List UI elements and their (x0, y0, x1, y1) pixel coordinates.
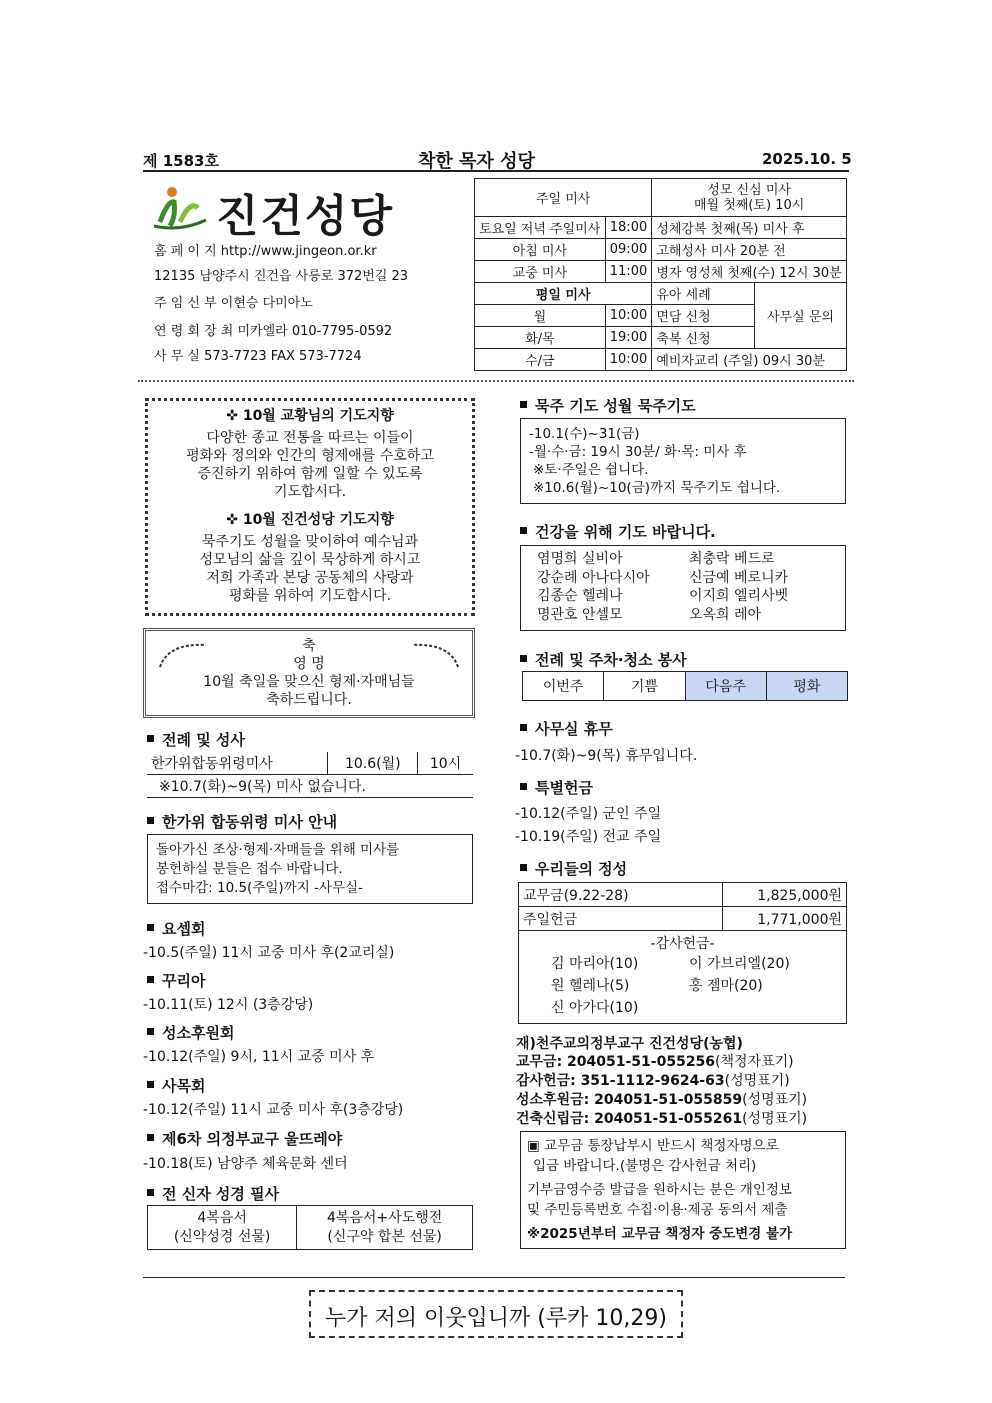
notice-line: ▣ 교무금 통장납부시 반드시 책정자명으로 (527, 1138, 779, 1154)
liturgy-section-title: 전례 및 성사 (147, 729, 245, 750)
pope-line: 기도합시다. (273, 484, 347, 500)
memorial-box (147, 834, 473, 904)
parish-office: 사 무 실 573-7723 FAX 573-7724 (154, 349, 362, 364)
table-row (475, 239, 847, 261)
special-offering-line: -10.19(주일) 전교 주일 (515, 829, 662, 845)
infant-baptism: 유아 세례 (652, 283, 755, 305)
parish-line: 성모님의 삶을 깊이 묵상하게 하시고 (199, 552, 421, 568)
table-row (523, 672, 848, 701)
table-row (148, 1206, 473, 1250)
weekday-name: 화/목 (475, 327, 606, 349)
table-row (147, 775, 473, 798)
notice-line: 입금 바랍니다.(불명은 감사헌금 처리) (533, 1158, 757, 1174)
feast-title-2: 영 명 (293, 656, 325, 672)
rosary-section-title: 묵주 기도 성월 묵주기도 (520, 395, 696, 416)
mass-name: 토요일 저녁 주일미사 (475, 217, 606, 239)
offering-name: 주일헌금 (519, 907, 723, 931)
pope-line: 증진하기 위하여 함께 일할 수 있도록 (197, 466, 423, 482)
footer-verse-box (309, 1290, 683, 1338)
notice-line: ※2025년부터 교무금 책정자 중도변경 불가 (527, 1226, 793, 1242)
mass-note: 성체강복 첫째(목) 미사 후 (652, 217, 847, 239)
saint-mass-sub: 매월 첫째(토) 10시 (694, 197, 805, 213)
health-col-2 (689, 550, 788, 624)
table-row (519, 883, 847, 907)
thanks-col-1 (551, 953, 638, 1019)
table-row (475, 283, 847, 305)
mass-name: 교중 미사 (475, 261, 606, 283)
liturgy-date: 10.6(월) (328, 752, 418, 775)
bank-account-line: 감사헌금: 351-1112-9624-63(성명표기) (516, 1073, 790, 1089)
parish-council: 연 령 회 장 최 미카엘라 010-7795-0592 (154, 324, 393, 339)
bible-section-title: 전 신자 성경 필사 (147, 1183, 279, 1204)
offering-table (518, 882, 847, 1024)
bible-option-2-gift: (신구약 합본 선물) (327, 1228, 442, 1245)
table-row (519, 907, 847, 931)
service-this-week-team: 기쁨 (604, 672, 685, 701)
parish-intention-title: ✜ 10월 진건성당 기도지향 (226, 512, 394, 528)
memorial-section-title: 한가위 합동위령 미사 안내 (147, 811, 337, 832)
service-table (522, 671, 848, 701)
liturgy-name: 한가위합동위령미사 (147, 752, 328, 775)
footer-verse: 누가 저의 이웃입니까 (루카 10,29) (325, 1306, 667, 1331)
health-col-1 (537, 550, 650, 624)
pope-intention-title: ✜ 10월 교황님의 기도지향 (226, 408, 394, 424)
special-offering-line: -10.12(주일) 군인 주일 (515, 806, 662, 822)
parish-logo-icon (150, 182, 210, 232)
mass-schedule-table (474, 178, 847, 371)
ornament-left-icon (158, 639, 208, 669)
notice-text-vocation: -10.12(주일) 9시, 11시 교중 미사 후 (143, 1049, 375, 1065)
notice-title-ultreya: 제6차 의정부교구 울뜨레야 (147, 1128, 342, 1149)
saint-mass-header (652, 179, 847, 217)
special-offering-title: 특별헌금 (520, 777, 593, 798)
offering-amount: 1,771,000원 (723, 907, 847, 931)
bank-header: 재)천주교의정부교구 진건성당(농협) (516, 1036, 743, 1052)
bible-option-1-gift: (신약성경 선물) (173, 1228, 271, 1245)
weekday-note: 축복 신청 (652, 327, 755, 349)
health-section-title: 건강을 위해 기도 바랍니다. (520, 521, 716, 542)
thanks-offering-cell (519, 931, 847, 1024)
newsletter-title: 착한 목자 성당 (418, 151, 535, 172)
section-divider (138, 380, 854, 382)
health-name: 김종순 헬레나 (537, 588, 623, 604)
rosary-line: ※10.6(월)~10(금)까지 묵주기도 쉽니다. (533, 480, 781, 496)
table-row (519, 931, 847, 1024)
rosary-line: -10.1(수)~31(금) (529, 426, 640, 442)
bible-option-1-title: 4복음서 (197, 1209, 247, 1226)
bank-accounts (516, 1053, 807, 1129)
memorial-line: 돌아가신 조상·형제·자매들을 위해 미사를 (156, 842, 400, 858)
liturgy-time: 10시 (418, 752, 473, 775)
liturgy-table (147, 752, 473, 798)
bank-account-line: 교무금: 204051-51-055256(책정자표기) (516, 1054, 794, 1070)
header-rule (143, 170, 849, 172)
notice-text-curia: -10.11(토) 12시 (3층강당) (143, 997, 314, 1013)
bible-option-1 (148, 1206, 297, 1250)
parish-line: 저희 가족과 본당 공동체의 사랑과 (206, 570, 414, 586)
parish-address: 12135 남양주시 진건읍 사릉로 372번길 23 (154, 269, 409, 284)
notice-line: 기부금영수증 발급을 원하시는 분은 개인정보 (527, 1182, 792, 1198)
weekday-mass-header: 평일 미사 (475, 283, 652, 305)
thanks-name: 홍 젬마(20) (689, 978, 763, 994)
office-closed-title: 사무실 휴무 (520, 718, 613, 739)
parish-name: 진건성당 (216, 191, 395, 242)
offering-name: 교무금(9.22-28) (519, 883, 723, 907)
notice-text-joseph: -10.5(주일) 11시 교중 미사 후(2교리실) (143, 945, 395, 961)
bank-account-line: 성소후원금: 204051-51-055859(성명표기) (516, 1092, 808, 1108)
table-row (475, 217, 847, 239)
notice-title-vocation: 성소후원회 (147, 1022, 234, 1043)
mass-note: 고해성사 미사 20분 전 (652, 239, 847, 261)
mass-name: 아침 미사 (475, 239, 606, 261)
health-name: 최충락 베드로 (689, 551, 775, 567)
thanks-col-2 (689, 953, 790, 997)
feast-line-1: 10월 축일을 맞으신 형제·자매님들 (203, 674, 415, 690)
footer-rule (143, 1277, 845, 1278)
bible-option-2 (297, 1206, 473, 1250)
liturgy-note: ※10.7(화)~9(목) 미사 없습니다. (147, 775, 473, 798)
bank-account-line: 건축신립금: 204051-51-055261(성명표기) (516, 1111, 808, 1127)
parish-line: 평화를 위하여 기도합시다. (228, 588, 392, 604)
notice-text-ultreya: -10.18(토) 남양주 체육문화 센터 (143, 1156, 348, 1172)
rosary-box (520, 418, 846, 504)
rosary-line: ※토·주일은 쉽니다. (533, 462, 649, 478)
thanks-name: 김 마리아(10) (551, 956, 639, 972)
mass-note: 병자 영성체 첫째(수) 12시 30분 (652, 261, 847, 283)
pope-line: 평화와 정의와 인간의 형제애를 수호하고 (186, 448, 434, 464)
thanks-name: 이 가브리엘(20) (689, 956, 790, 972)
bible-table (147, 1205, 473, 1250)
notice-title-curia: 꾸리아 (147, 970, 205, 991)
table-row (475, 349, 847, 371)
weekday-note: 예비자교리 (주일) 09시 30분 (652, 349, 847, 371)
offering-amount: 1,825,000원 (723, 883, 847, 907)
ornament-right-icon (410, 639, 460, 669)
memorial-line: 봉헌하실 분들은 접수 바랍니다. (156, 861, 343, 877)
weekday-time: 10:00 (605, 305, 652, 327)
weekday-name: 월 (475, 305, 606, 327)
saint-mass-title: 성모 신심 미사 (707, 182, 791, 198)
weekday-note: 면담 신청 (652, 305, 755, 327)
health-name: 오옥희 레아 (689, 606, 762, 623)
feast-title-1: 축 (302, 638, 316, 654)
thanks-name: 원 헬레나(5) (551, 978, 630, 994)
health-box (520, 545, 846, 631)
parish-intention-text (148, 533, 472, 605)
health-name: 명관호 안셀모 (537, 606, 623, 623)
mass-time: 11:00 (605, 261, 652, 283)
weekday-name: 수/금 (475, 349, 606, 371)
health-name: 염명희 실비아 (537, 551, 623, 567)
health-name: 강순례 아나다시아 (537, 569, 650, 586)
service-next-week-team: 평화 (766, 672, 847, 701)
thanks-offering-title: -감사헌금- (650, 936, 715, 952)
service-section-title: 전례 및 주차·청소 봉사 (520, 649, 687, 670)
parish-pastor: 주 임 신 부 이현승 다미아노 (154, 296, 313, 311)
prayer-intention-box (145, 398, 475, 616)
notice-line: 및 주민등록번호 수집·이용·제공 동의서 제출 (527, 1202, 788, 1218)
parish-homepage[interactable]: 홈 페 이 지 http://www.jingeon.or.kr (154, 244, 377, 259)
feast-day-box (143, 628, 475, 718)
issue-number: 제 1583호 (143, 152, 219, 170)
mass-time: 18:00 (605, 217, 652, 239)
mass-time: 09:00 (605, 239, 652, 261)
weekday-time: 19:00 (605, 327, 652, 349)
office-closed-text: -10.7(화)~9(목) 휴무입니다. (515, 748, 698, 764)
weekday-time: 10:00 (605, 349, 652, 371)
service-next-week-label: 다음주 (685, 672, 766, 701)
issue-date: 2025.10. 5 (762, 150, 852, 168)
memorial-line: 접수마감: 10.5(주일)까지 -사무실- (156, 880, 363, 896)
notice-title-council: 사목회 (147, 1075, 205, 1096)
notice-text-council: -10.12(주일) 11시 교중 미사 후(3층강당) (143, 1102, 404, 1118)
bible-option-2-title: 4복음서+사도행전 (326, 1209, 443, 1226)
pope-intention-text (148, 429, 472, 501)
health-name: 신금예 베로니카 (689, 569, 789, 586)
offering-notice-box (520, 1131, 846, 1249)
rosary-line: -월·수·금: 19시 30분/ 화·목: 미사 후 (529, 444, 747, 460)
pope-line: 다양한 종교 전통을 따르는 이들이 (206, 430, 414, 446)
health-name: 이지희 엘리사벳 (689, 588, 789, 604)
parish-line: 묵주기도 성월을 맞이하여 예수님과 (201, 534, 419, 550)
feast-line-2: 축하드립니다. (266, 692, 352, 708)
service-this-week-label: 이번주 (523, 672, 604, 701)
thanks-name: 신 아가다(10) (551, 1000, 639, 1016)
table-row (147, 752, 473, 775)
offering-section-title: 우리들의 정성 (520, 858, 627, 879)
office-inquiry: 사무실 문의 (755, 283, 847, 349)
parish-logo (150, 182, 210, 232)
sunday-mass-header: 주일 미사 (475, 179, 652, 217)
table-row (475, 261, 847, 283)
notice-title-joseph: 요셉회 (147, 918, 205, 939)
